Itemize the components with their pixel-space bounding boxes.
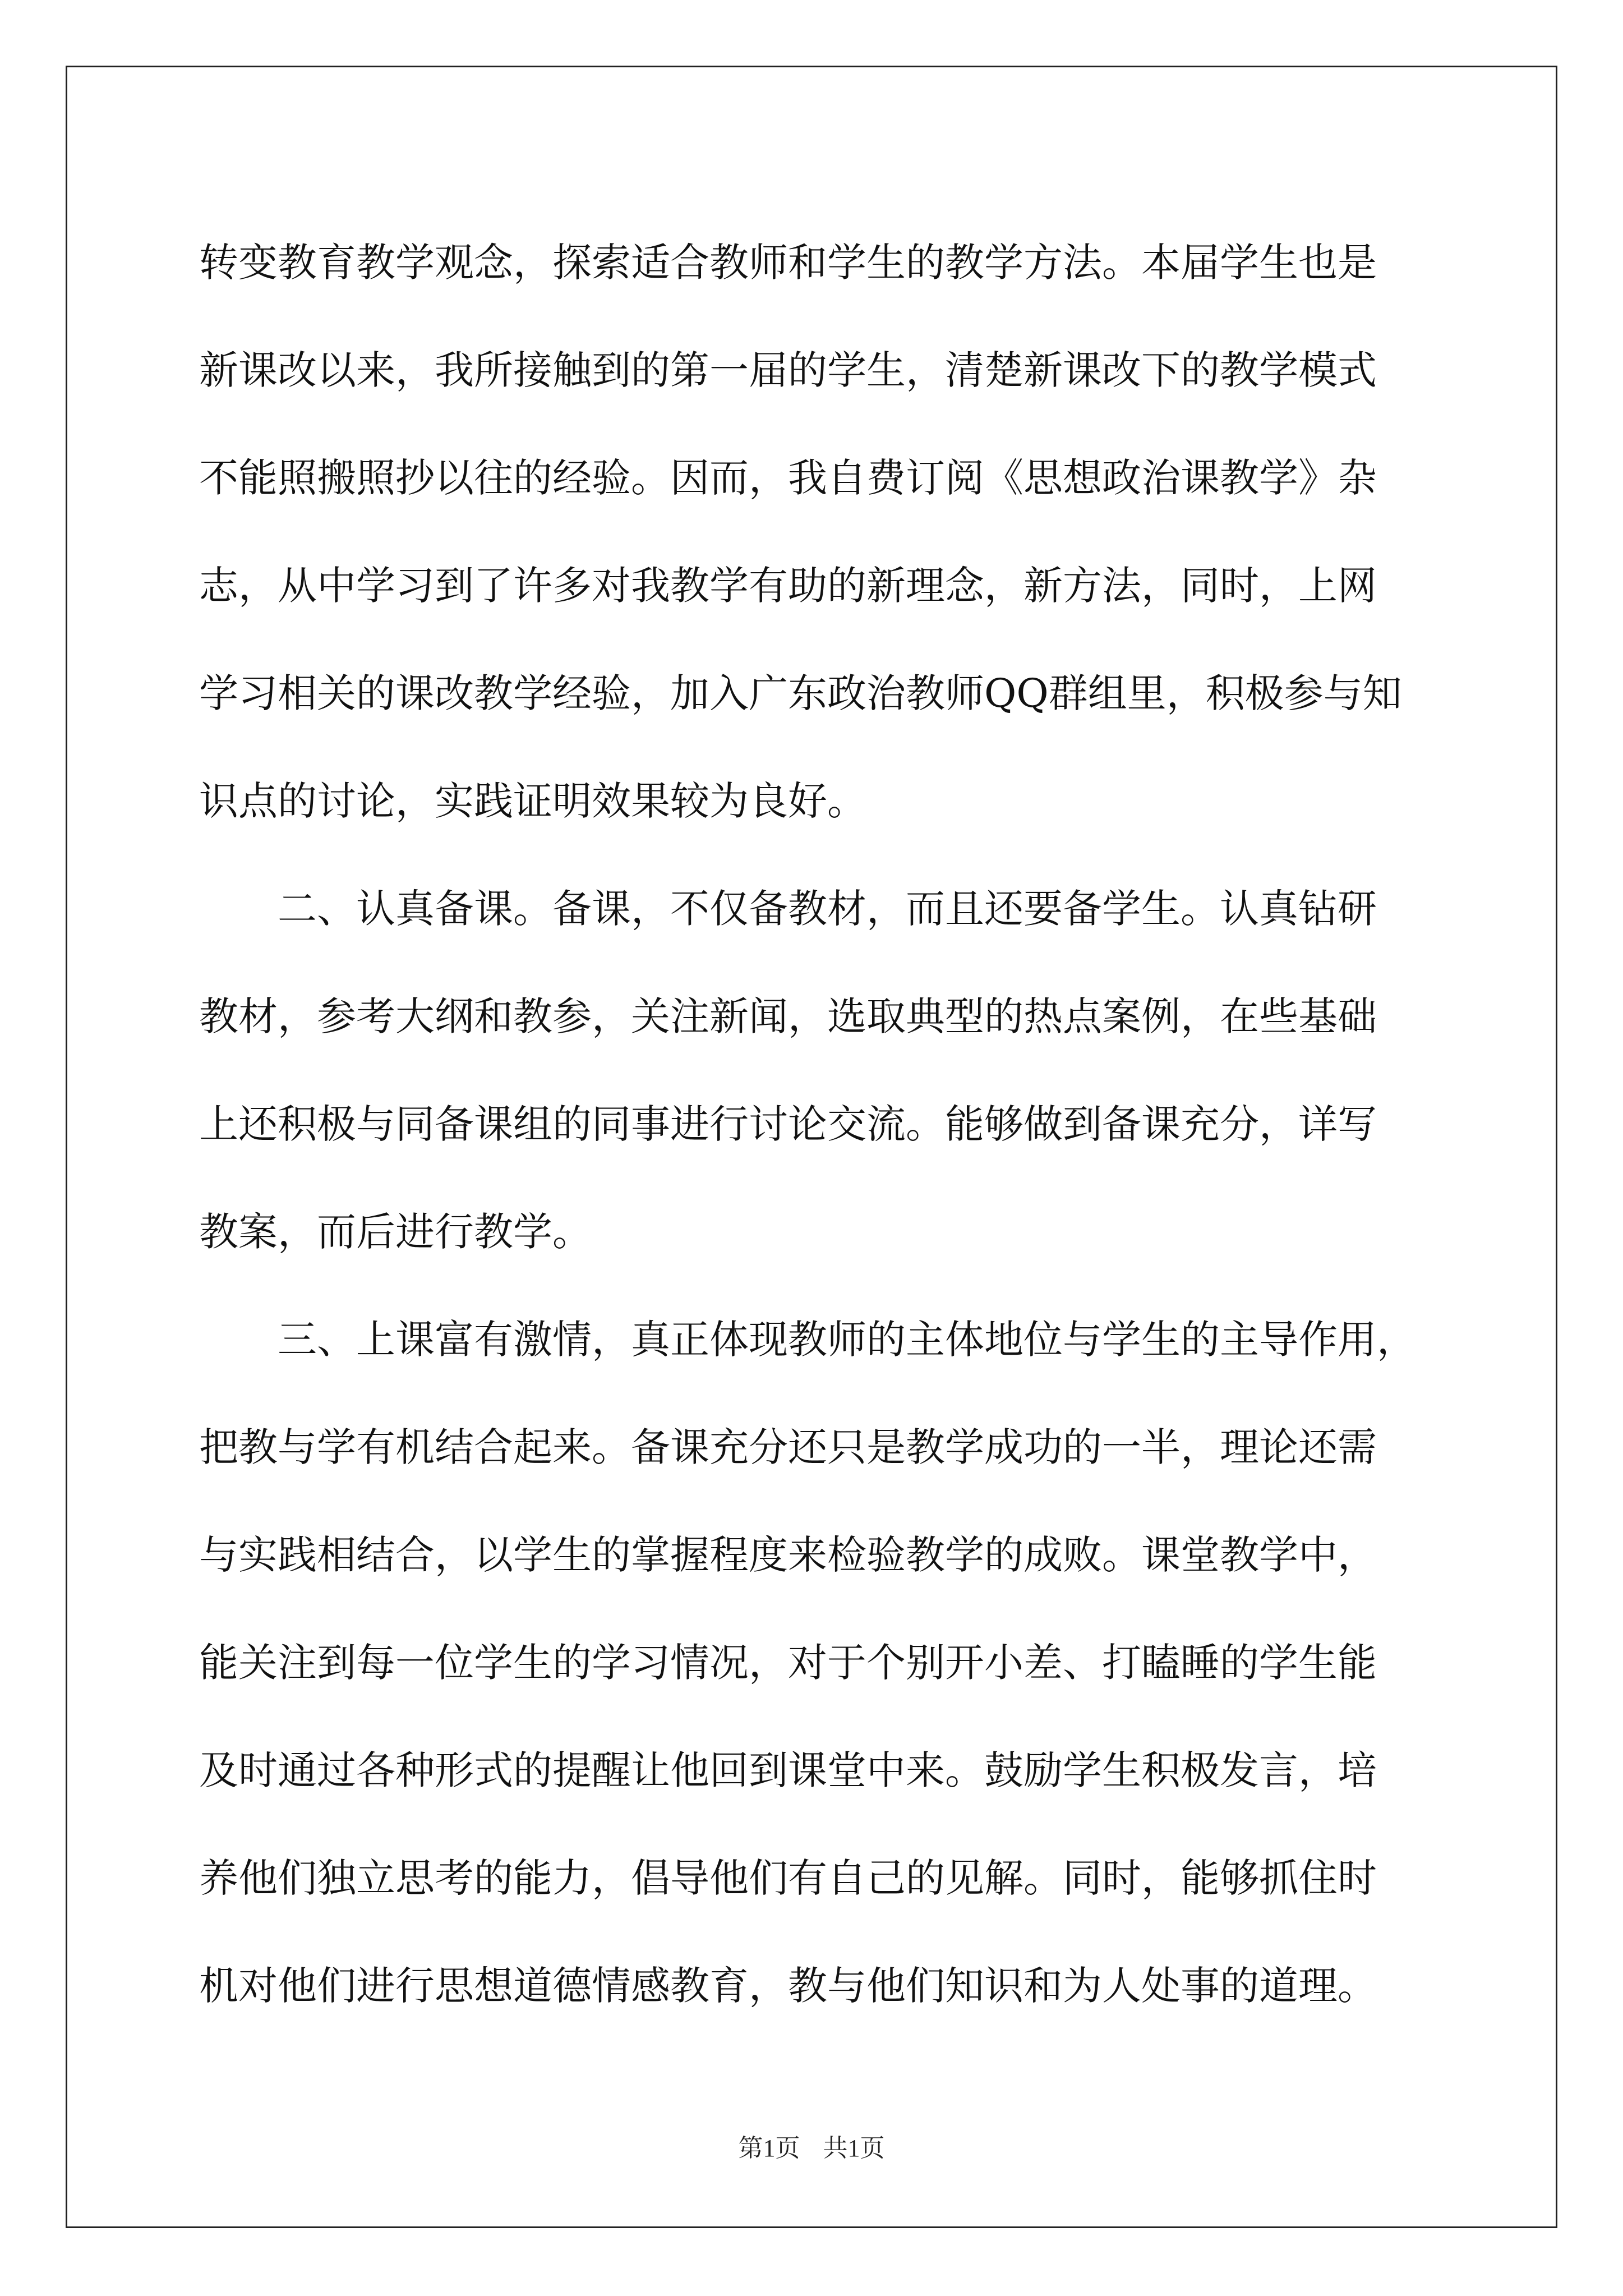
body-line: 转变教育教学观念，探索适合教师和学生的教学方法。本届学生也是 xyxy=(199,240,1377,286)
body-line: 能关注到每一位学生的学习情况，对于个别开小差、打瞌睡的学生能 xyxy=(199,1640,1377,1686)
body-line: 机对他们进行思想道德情感教育，教与他们知识和为人处事的道理。 xyxy=(199,1963,1377,2009)
body-line: 上还积极与同备课组的同事进行讨论交流。能够做到备课充分，详写 xyxy=(199,1101,1377,1147)
body-line: 教案，而后进行教学。 xyxy=(199,1209,592,1255)
body-line: 教材，参考大纲和教参，关注新闻，选取典型的热点案例，在些基础 xyxy=(199,993,1377,1039)
page-footer: 第1页 共1页 xyxy=(738,2134,885,2162)
body-line: 把教与学有机结合起来。备课充分还只是教学成功的一半，理论还需 xyxy=(199,1424,1377,1470)
body-line: 识点的讨论，实践证明效果较为良好。 xyxy=(199,778,866,824)
body-line: 志，从中学习到了许多对我教学有助的新理念，新方法，同时，上网 xyxy=(199,563,1377,609)
body-line: 不能照搬照抄以往的经验。因而，我自费订阅《思想政治课教学》杂 xyxy=(199,455,1377,501)
body-line: 及时通过各种形式的提醒让他回到课堂中来。鼓励学生积极发言，培 xyxy=(199,1747,1377,1793)
body-line: 学习相关的课改教学经验，加入广东政治教师QQ群组里，积极参与知 xyxy=(199,670,1402,716)
body-line: 养他们独立思考的能力，倡导他们有自己的见解。同时，能够抓住时 xyxy=(199,1855,1377,1901)
paragraph-start-line: 三、上课富有激情，真正体现教师的主体地位与学生的主导作用， xyxy=(278,1317,1416,1363)
document-body xyxy=(199,209,1438,2040)
body-line: 新课改以来，我所接触到的第一届的学生，清楚新课改下的教学模式 xyxy=(199,347,1377,393)
body-line: 与实践相结合，以学生的掌握程度来检验教学的成败。课堂教学中， xyxy=(199,1532,1377,1578)
paragraph-start-line: 二、认真备课。备课，不仅备教材，而且还要备学生。认真钻研 xyxy=(278,886,1377,932)
